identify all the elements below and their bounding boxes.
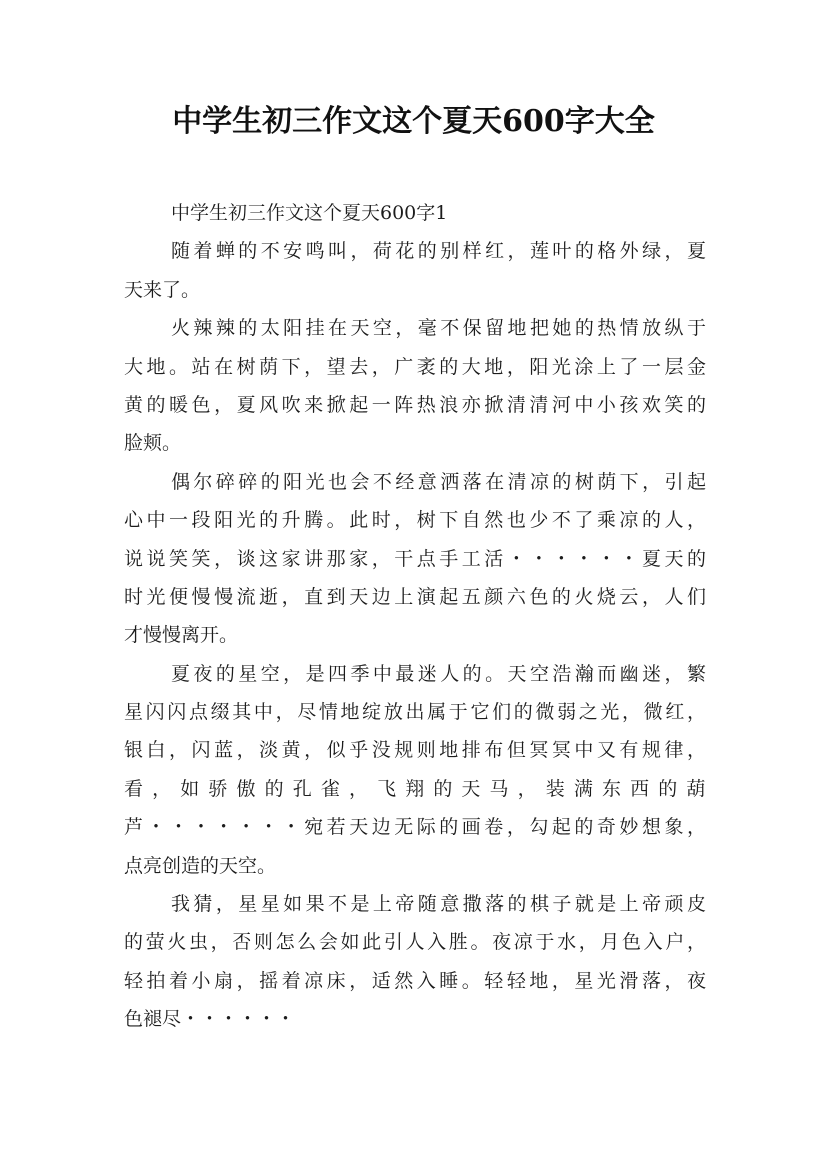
- paragraph-line: 脸颊。: [124, 432, 182, 455]
- paragraph-line: 天来了。: [124, 278, 201, 301]
- paragraph-line: 点亮创造的天空。: [124, 854, 277, 877]
- paragraph-line: 色褪尽・・・・・・: [124, 1008, 296, 1031]
- paragraph-line: 银白，闪蓝，淡黄，似乎没规则地排布但冥冥中又有规律，: [124, 739, 706, 762]
- paragraph-line: 芦・・・・・・・宛若天边无际的画卷，勾起的奇妙想象，: [124, 816, 706, 839]
- document-title: 中学生初三作文这个夏天600字大全: [172, 104, 655, 139]
- paragraph-line: 随着蝉的不安鸣叫，荷花的别样红，莲叶的格外绿，夏: [171, 240, 706, 263]
- paragraph-line: 火辣辣的太阳挂在天空，毫不保留地把她的热情放纵于: [171, 317, 706, 340]
- paragraph-line: 黄的暖色，夏风吹来掀起一阵热浪亦掀清清河中小孩欢笑的: [124, 393, 706, 416]
- paragraph-line: 看，如骄傲的孔雀，飞翔的天马，装满东西的葫: [124, 777, 706, 800]
- paragraph-line: 偶尔碎碎的阳光也会不经意洒落在清凉的树荫下，引起: [171, 470, 706, 493]
- paragraph-line: 我猜，星星如果不是上帝随意撒落的棋子就是上帝顽皮: [171, 893, 706, 916]
- paragraph-line: 大地。站在树荫下，望去，广袤的大地，阳光涂上了一层金: [124, 355, 706, 378]
- paragraph-line: 心中一段阳光的升腾。此时，树下自然也少不了乘凉的人，: [124, 509, 706, 532]
- paragraph-line: 才慢慢离开。: [124, 624, 239, 647]
- paragraph-line: 轻拍着小扇，摇着凉床，适然入睡。轻轻地，星光滑落，夜: [124, 969, 706, 992]
- paragraph-line: 说说笑笑，谈这家讲那家，干点手工活・・・・・・夏天的: [124, 547, 706, 570]
- document-body: [124, 194, 706, 1039]
- section-heading: 中学生初三作文这个夏天600字1: [171, 202, 448, 224]
- paragraph-line: 夏夜的星空，是四季中最迷人的。天空浩瀚而幽迷，繁: [171, 662, 706, 685]
- paragraph-line: 星闪闪点缀其中，尽情地绽放出属于它们的微弱之光，微红，: [124, 701, 706, 724]
- paragraph-line: 时光便慢慢流逝，直到天边上演起五颜六色的火烧云，人们: [124, 585, 706, 608]
- paragraph-line: 的萤火虫，否则怎么会如此引人入胜。夜凉于水，月色入户，: [124, 931, 706, 954]
